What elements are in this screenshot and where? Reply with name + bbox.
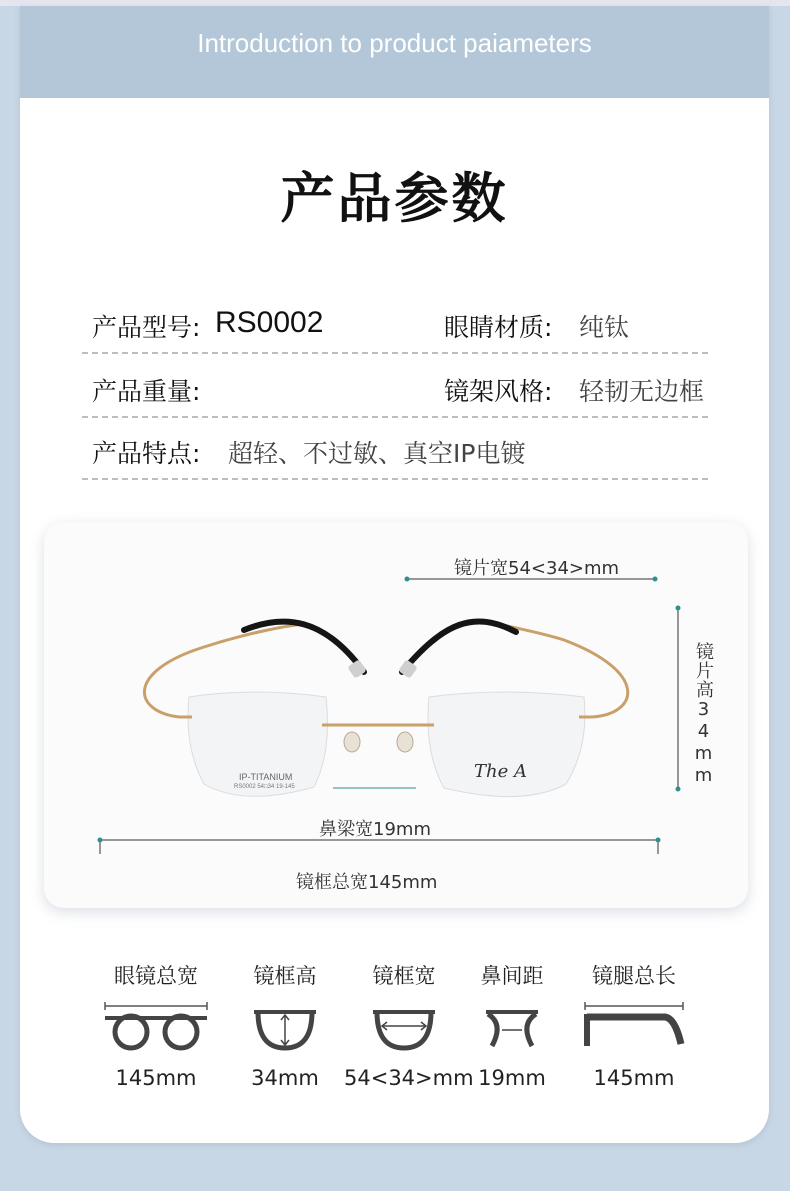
glasses-illustration [44, 522, 748, 908]
model-label: 产品型号: [92, 313, 201, 342]
lens-height-icon [250, 1000, 320, 1052]
model-value: RS0002 [215, 306, 324, 339]
icon-title: 眼镜总宽 [114, 964, 198, 988]
icon-value: 145mm [593, 1066, 675, 1090]
row-divider [82, 416, 708, 418]
bridge-width-label: 鼻梁宽19mm [319, 819, 431, 840]
weight-label: 产品重量: [92, 377, 201, 406]
icon-frame-height [225, 960, 345, 1090]
icon-value: 19mm [478, 1066, 546, 1090]
temple-length-icon [579, 1000, 689, 1052]
style-label: 镜架风格: [444, 377, 553, 406]
feature-label: 产品特点: [92, 439, 201, 468]
header-banner-text: Introduction to product paiameters [197, 28, 592, 58]
material-label: 眼睛材质: [444, 313, 553, 342]
lens-height-label: 镜片高34mm [693, 642, 714, 787]
icon-title: 镜框宽 [372, 964, 436, 988]
icon-value: 145mm [115, 1066, 197, 1090]
brand-logo-script: The A [474, 761, 527, 782]
icon-frame-width [344, 960, 474, 1090]
style-value: 轻韧无边框 [579, 377, 705, 406]
icon-title: 镜框高 [253, 964, 317, 988]
page-title: 产品参数 [280, 167, 509, 230]
total-width-label: 镜框总宽145mm [296, 872, 438, 893]
temple-code-text: RS0002 54□34 19-145 [234, 784, 295, 790]
nose-bridge-icon [482, 1000, 542, 1052]
glasses-front-width-icon [101, 1000, 211, 1052]
row-divider [82, 478, 708, 480]
lens-width-label: 镜片宽54<34>mm [454, 558, 620, 579]
lens-width-icon [369, 1000, 439, 1052]
material-value: 纯钛 [579, 313, 630, 342]
icon-value: 54<34>mm [344, 1066, 474, 1090]
glasses-dimension-diagram [44, 522, 748, 908]
row-divider [82, 352, 708, 354]
icon-value: 34mm [251, 1066, 319, 1090]
temple-print-text: IP-TITANIUM [239, 772, 293, 782]
header-banner [20, 6, 769, 98]
icon-temple-length [574, 960, 694, 1090]
feature-value: 超轻、不过敏、真空IP电镀 [228, 439, 526, 468]
icon-title: 镜腿总长 [592, 964, 676, 988]
icon-title: 鼻间距 [480, 964, 544, 988]
icon-total-width [96, 960, 216, 1090]
icon-nose-distance [452, 960, 572, 1090]
